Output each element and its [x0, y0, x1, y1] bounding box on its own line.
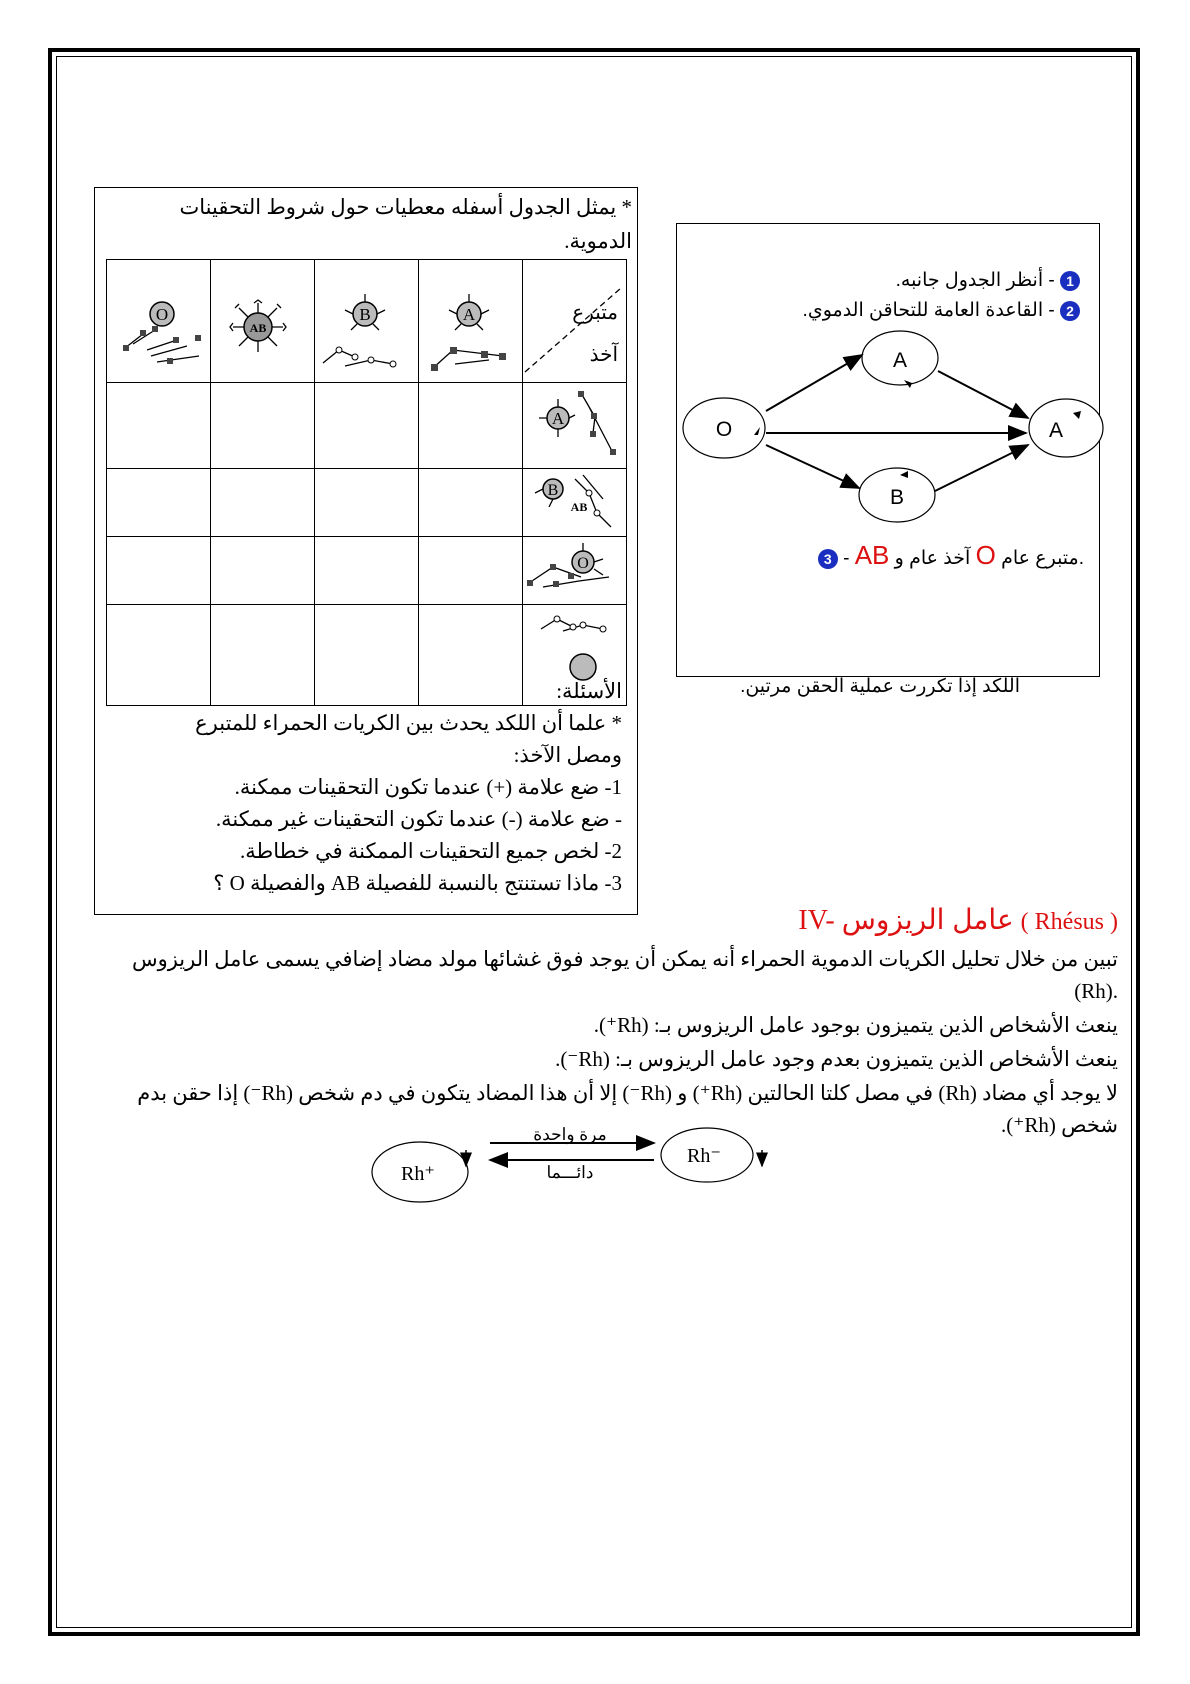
node-ab: [1029, 399, 1103, 457]
header-cell-ab: [211, 260, 315, 383]
paragraph-2: ينعث الأشخاص الذين يتميزون بوجود عامل الريزوس بـ: (Rh⁺).: [593, 1013, 1118, 1037]
table-intro-line2: الدموية.: [564, 229, 632, 253]
paragraph-4-line2: شخص (Rh⁺).: [1001, 1113, 1118, 1137]
number-badge-1: 1: [1060, 271, 1080, 291]
header-corner-cell: [523, 260, 627, 383]
table-cell[interactable]: [315, 383, 419, 469]
table-cell[interactable]: [107, 469, 211, 537]
question-2: 2- لخص جميع التحقينات الممكنة في خطاطة.: [240, 839, 622, 863]
row-label-a: A: [551, 409, 565, 428]
table-cell[interactable]: [419, 605, 523, 706]
compatibility-table: [106, 259, 627, 706]
number-badge-2: 2: [1060, 301, 1080, 321]
questions-intro-line2: ومصل الآخذ:: [513, 743, 622, 767]
table-cell[interactable]: [211, 469, 315, 537]
cell-o-antibodies-icon: [107, 260, 210, 377]
answer-item-3-donor-text: متبرع عام.: [1001, 548, 1084, 569]
rh-negative-label: Rh⁻: [687, 1145, 721, 1167]
row-a-icon: [523, 383, 626, 463]
number-badge-3: 3: [818, 549, 838, 569]
answer-item-3-recipient-text: آخذ عام و: [894, 548, 971, 569]
row-label-o: O: [577, 555, 589, 572]
table-cell[interactable]: [211, 537, 315, 605]
paragraph-1-line2: (Rh).: [1074, 979, 1118, 1003]
row-header-a: [523, 383, 627, 469]
table-cell[interactable]: [107, 605, 211, 706]
col-label-o: O: [155, 305, 169, 324]
node-o-label: O: [715, 418, 733, 441]
col-label-a: A: [462, 305, 476, 324]
section-heading: [798, 900, 1118, 942]
header-cell-a: [419, 260, 523, 383]
arrow-label-once: مرة واحدة: [533, 1125, 607, 1144]
table-cell[interactable]: [315, 469, 419, 537]
cell-a-icon: [419, 260, 522, 377]
universal-recipient-ab: AB: [854, 540, 890, 570]
row-b-icon: [523, 469, 626, 531]
cell-b-icon: [315, 260, 418, 377]
table-cell[interactable]: [419, 469, 523, 537]
row-o-icon: [523, 537, 626, 599]
table-cell[interactable]: [107, 383, 211, 469]
header-recipient-label: آخذ: [589, 344, 618, 366]
paragraph-4-line1: لا يوجد أي مضاد (Rh) في مصل كلتا الحالتين (Rh⁺) و (Rh⁻) إلا أن هذا المضاد يتكون في دم شخص (Rh⁻) إذا حقن بدم: [137, 1081, 1118, 1105]
answer-item-2-text: - القاعدة العامة للتحاقن الدموي.: [802, 300, 1055, 321]
cell-ab-icon: [211, 260, 314, 377]
header-donor-label: متبرع: [572, 302, 618, 324]
transfusion-rule-diagram: [676, 223, 1100, 677]
table-cell[interactable]: [419, 383, 523, 469]
question-1a: 1- ضع علامة (+) عندما تكون التحقينات ممكنة.: [234, 775, 622, 799]
universal-donor-o: O: [975, 540, 996, 570]
answer-item-1-text: - أنظر الجدول جانبه.: [895, 270, 1055, 291]
header-cell-o: [107, 260, 211, 383]
rh-positive-label: Rh⁺: [401, 1163, 435, 1185]
section-number: IV-: [798, 905, 835, 936]
answer-item-3: [818, 540, 1084, 574]
question-1b: - ضع علامة (-) عندما تكون التحقينات غير ممكنة.: [215, 807, 622, 831]
table-cell[interactable]: [107, 537, 211, 605]
paragraph-3: ينعث الأشخاص الذين يتميزون بعدم وجود عامل الريزوس بـ: (Rh⁻).: [555, 1047, 1118, 1071]
answer-item-3-dash: -: [843, 548, 850, 569]
table-cell[interactable]: [315, 537, 419, 605]
table-cell[interactable]: [419, 537, 523, 605]
col-label-b: B: [359, 305, 371, 324]
table-intro-line1: * يمثل الجدول أسفله معطيات حول شروط التحقينات: [179, 195, 632, 219]
node-a-label: A: [892, 349, 908, 372]
rh-transfusion-diagram: [370, 1125, 780, 1220]
answer-footnote: اللكد إذا تكررت عملية الحقن مرتين.: [740, 676, 1020, 697]
row-label-ab: AB: [570, 500, 588, 514]
section-subtitle-text: ( Rhésus ): [1020, 909, 1118, 935]
header-cell-b: [315, 260, 419, 383]
col-label-ab: AB: [249, 321, 267, 335]
row-label-b: B: [547, 482, 559, 499]
section-subtitle: [1021, 909, 1118, 935]
node-ab-label: A: [1048, 419, 1064, 442]
row-header-b: [523, 469, 627, 537]
question-3: 3- ماذا تستنتج بالنسبة للفصيلة AB والفصيلة O ؟: [213, 871, 622, 895]
paragraph-1-line1: تبين من خلال تحليل الكريات الدموية الحمراء أنه يمكن أن يوجد فوق غشائها مولد مضاد إضافي يسمى عامل الريزوس: [131, 947, 1118, 971]
node-b-label: B: [889, 486, 905, 509]
row-header-o: [523, 537, 627, 605]
arrow-label-always: دائـــما: [546, 1163, 594, 1182]
table-cell[interactable]: [211, 383, 315, 469]
section-title: عامل الريزوس: [841, 904, 1014, 935]
table-cell[interactable]: [211, 605, 315, 706]
questions-intro-line1: * علما أن اللكد يحدث بين الكريات الحمراء للمتبرع: [195, 711, 622, 735]
questions-title: الأسئلة:: [556, 679, 622, 703]
table-cell[interactable]: [315, 605, 419, 706]
